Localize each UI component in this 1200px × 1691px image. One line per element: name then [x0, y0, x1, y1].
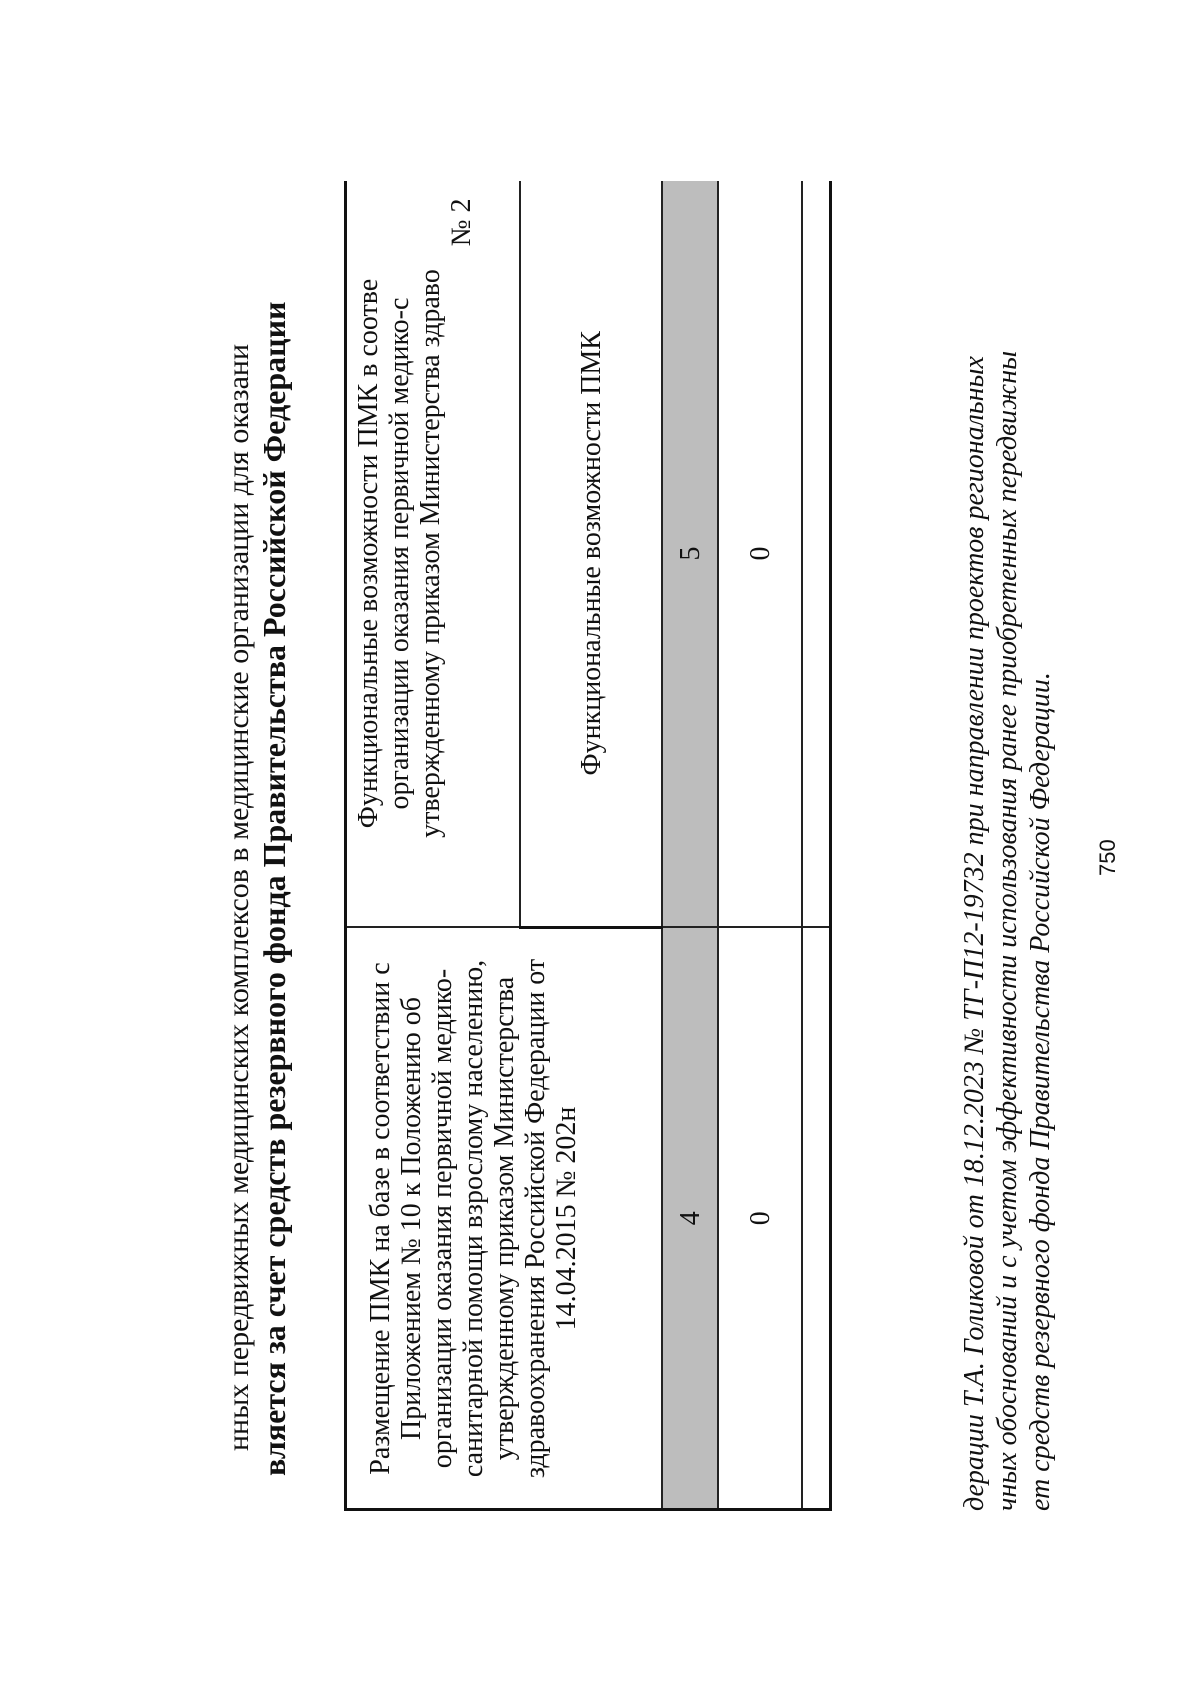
footnote-line: чных обоснований и с учетом эффективности использования ранее приобретенных передвижны — [992, 350, 1023, 1511]
table-header-numbers-row — [662, 181, 718, 1510]
column-number-5: 5 — [662, 181, 718, 928]
column-number-4: 4 — [662, 928, 718, 1510]
table-row — [718, 181, 802, 1510]
placement-cell: Размещение ПМК на базе в соответствии с Приложением № 10 к Положению об организации оказания первичной медико-санитарной помощи взрослому населению, утвержденному приказом Министерства здравоохранения Российской Федерации от 14.04.2015 № 202н — [346, 928, 663, 1510]
cell-line: организации оказания первичной медико-с — [384, 297, 415, 810]
page-number: 750 — [1095, 839, 1120, 876]
footnote-line: дерации Т.А. Голиковой от 18.12.2023 № ТГ-П12-19732 при направлении проектов региональных — [959, 356, 990, 1511]
table-row — [346, 181, 521, 1510]
table-row — [802, 181, 831, 1510]
heading-line-2: вляется за счет средств резервного фонда Правительства Российской Федерации — [256, 301, 292, 1476]
empty-cell — [802, 928, 831, 1510]
table-wrapper — [344, 181, 864, 1511]
empty-cell — [802, 181, 831, 928]
functional-capabilities-cell-2: Функциональные возможности ПМК — [520, 181, 662, 928]
value-cell: 0 — [718, 181, 802, 928]
heading-line-1: нных передвижных медицинских комплексов в медицинские организации для оказани — [222, 343, 255, 1451]
functional-capabilities-cell-1 — [346, 181, 521, 928]
cell-line: № 2 — [446, 198, 477, 247]
footnote-line: ет средств резервного фонда Правительства Российской Федерации. — [1025, 672, 1056, 1511]
value-cell: 0 — [718, 928, 802, 1510]
footnote — [958, 181, 1057, 1511]
data-table — [344, 181, 832, 1511]
cell-line: Функциональные возможности ПМК в соотве — [353, 278, 384, 829]
cell-line: утвержденному приказом Министерства здраво — [415, 269, 446, 838]
